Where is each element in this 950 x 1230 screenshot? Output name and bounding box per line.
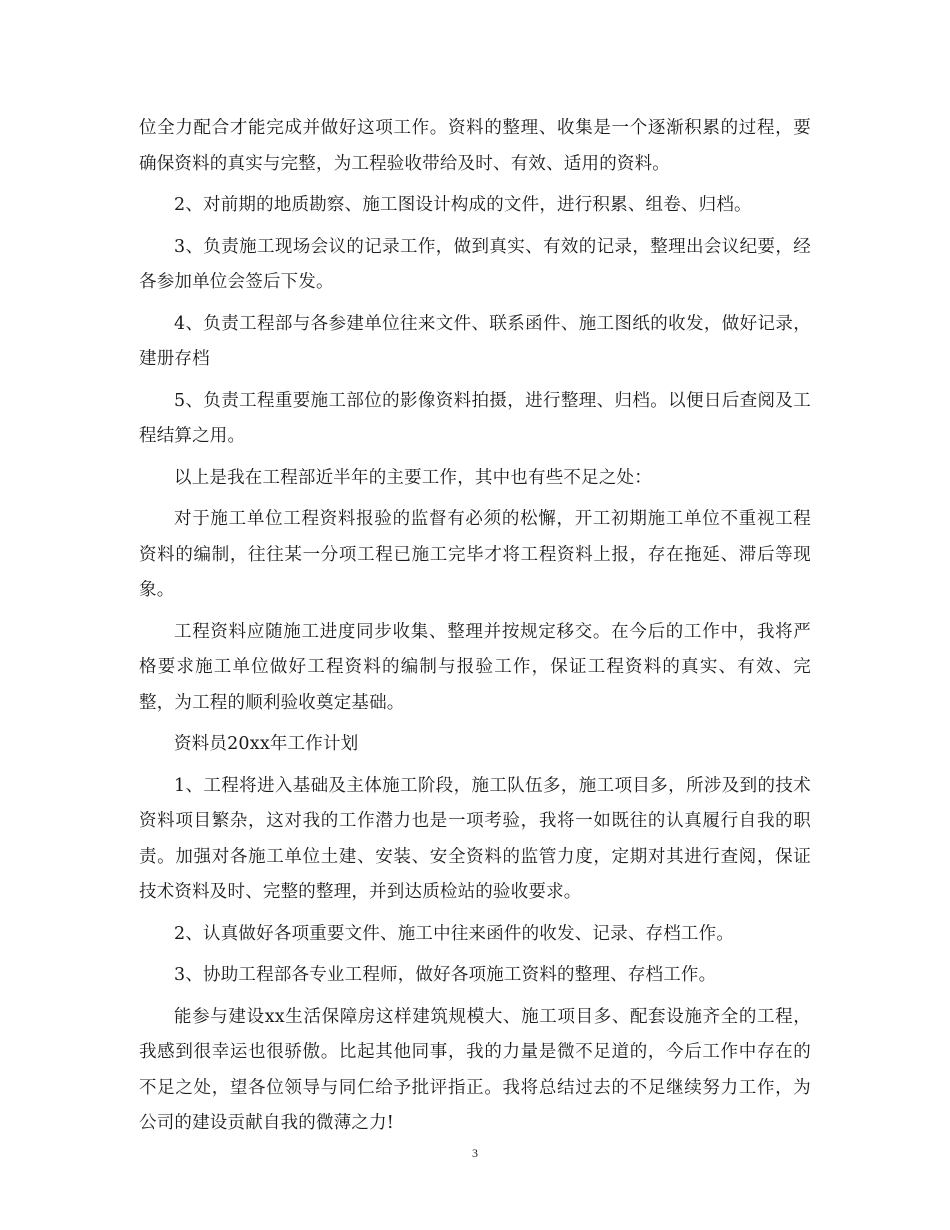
paragraph-4: 4、负责工程部与各参建单位往来文件、联系函件、施工图纸的收发，做好记录，建册存档 [139, 313, 811, 369]
paragraph-7: 对于施工单位工程资料报验的监督有必须的松懈，开工初期施工单位不重视工程资料的编制，往往某一分项工程已施工完毕才将工程资料上报，存在拖延、滞后等现象。 [139, 509, 811, 600]
paragraph-6: 以上是我在工程部近半年的主要工作，其中也有些不足之处： [174, 467, 652, 488]
paragraph-3: 3、负责施工现场会议的记录工作，做到真实、有效的记录，整理出会议纪要，经各参加单位会签后下发。 [139, 236, 811, 292]
paragraph-1: 位全力配合才能完成并做好这项工作。资料的整理、收集是一个逐渐积累的过程，要确保资料的真实与完整，为工程验收带给及时、有效、适用的资料。 [139, 118, 811, 174]
paragraph-8: 工程资料应随施工进度同步收集、整理并按规定移交。在今后的工作中，我将严格要求施工单位做好工程资料的编制与报验工作，保证工程资料的真实、有效、完整，为工程的顺利验收奠定基础。 [139, 621, 811, 713]
document-body [139, 111, 811, 1148]
paragraph-2: 2、对前期的地质勘察、施工图设计构成的文件，进行积累、组卷、归档。 [174, 195, 752, 215]
paragraph-10: 1、工程将进入基础及主体施工阶段，施工队伍多，施工项目多，所涉及到的技术资料项目繁杂，这对我的工作潜力也是一项考验，我将一如既往的认真履行自我的职责。加强对各施工单位土建、安装、安全资料的监管力度，定期对其进行查阅，保证技术资料及时、完整的整理，并到达质检站的验收要求。 [139, 775, 811, 902]
paragraph-12: 3、协助工程部各专业工程师，做好各项施工资料的整理、存档工作。 [174, 965, 717, 985]
paragraph-11: 2、认真做好各项重要文件、施工中往来函件的收发、记录、存档工作。 [174, 923, 735, 944]
section-heading-work-plan: 资料员20xx年工作计划 [174, 734, 359, 754]
page-number: 3 [472, 1146, 478, 1160]
paragraph-5: 5、负责工程重要施工部位的影像资料拍摄，进行整理、归档。以便日后查阅及工程结算之用。 [139, 390, 811, 446]
paragraph-13: 能参与建设xx生活保障房这样建筑规模大、施工项目多、配套设施齐全的工程，我感到很幸运也很骄傲。比起其他同事，我的力量是微不足道的，今后工作中存在的不足之处，望各位领导与同仁给予批评指正。我将总结过去的不足继续努力工作，为公司的建设贡献自我的微薄之力! [139, 1006, 811, 1133]
